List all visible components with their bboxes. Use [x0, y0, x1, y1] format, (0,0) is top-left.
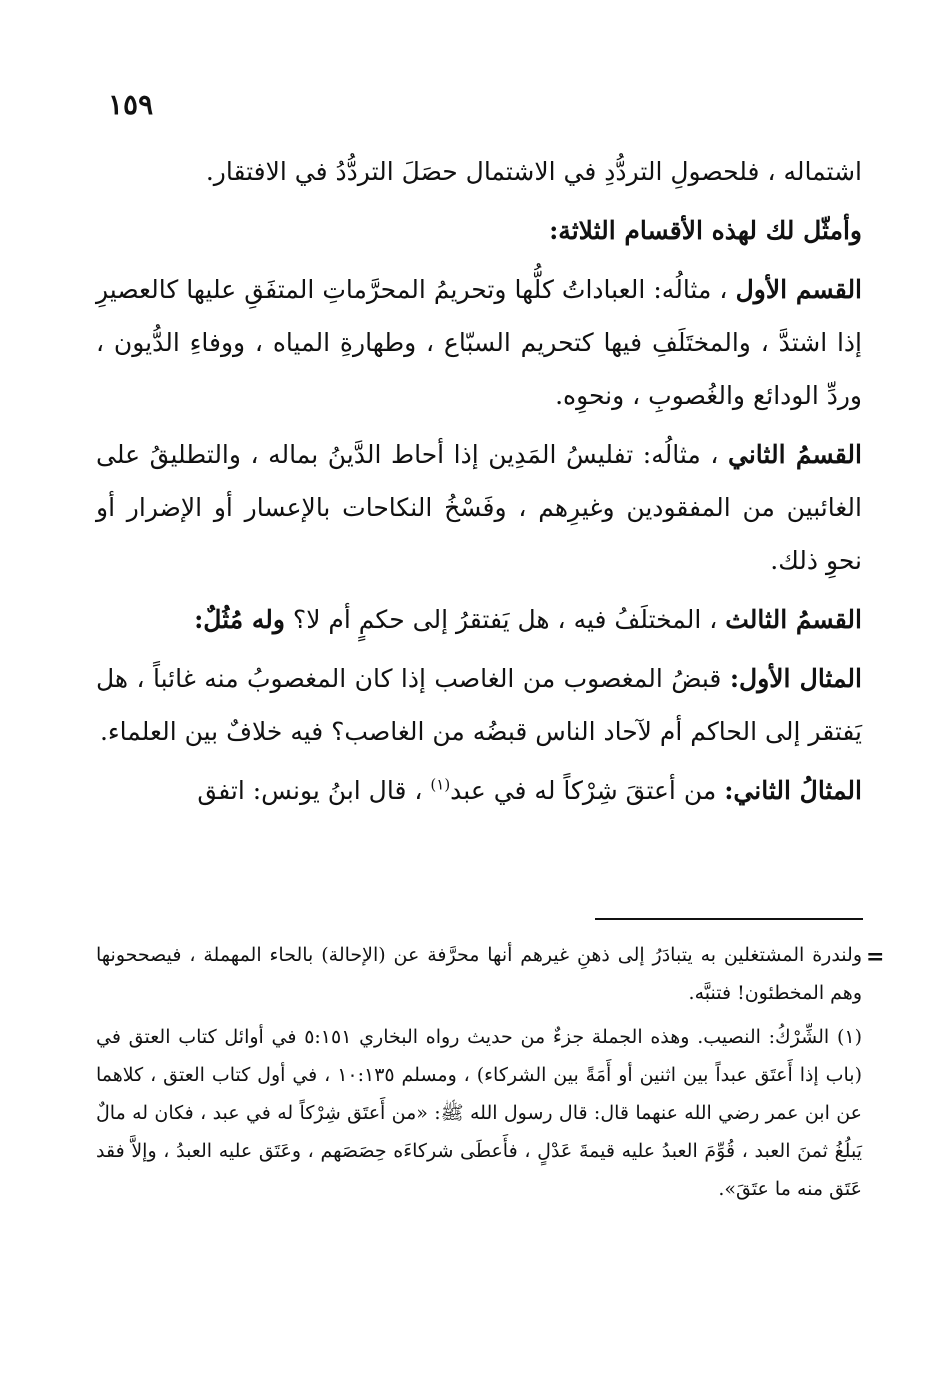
footnote-reference[interactable]: (١) — [430, 775, 451, 794]
first-section-title: القسم الأول — [735, 275, 863, 304]
second-section-title: القسمُ الثاني — [728, 440, 862, 469]
main-text — [96, 145, 862, 823]
footnote-1: (١) الشِّرْكُ: النصيب. وهذه الجملة جزءٌ من حديث رواه البخاري ٥:١٥١ في أوائل كتاب العتق في (باب إذا أَعتَق عبداً بين اثنين أو أَمَةً بين الشركاء) ، ومسلم ١٠:١٣٥ ، في أول كتاب العتق ، كلاهما عن ابن عمر رضي الله عنهما قال: قال رسول الله ﷺ: «من أَعتَق شِرْكاً له في عبد ، فكان له مالٌ يَبلُغُ ثمنَ العبد ، قُوِّمَ العبدُ عليه قيمةَ عَدْلٍ ، فأَعطَى شركاءَه حِصَصَهم ، وعَتَق عليه العبدُ ، وإلاَّ فقد عَتَق منه ما عتَقَ». — [96, 1026, 862, 1200]
third-section-tail: وله مُثُلٌ: — [194, 605, 285, 634]
second-example-body-b: ، قال ابنُ يونس: اتفق — [197, 776, 423, 805]
first-example-title: المثال الأول: — [729, 664, 862, 693]
first-example-body: قبضُ المغصوب من الغاصب إذا كان المغصوبُ منه غائباً ، هل يَفتقر إلى الحاكم أم لآحاد الناس قبضُه من الغاصب؟ فيه خلافٌ بين العلماء. — [96, 664, 862, 746]
paragraph-first-example — [96, 652, 862, 758]
first-section-body: ، مثالُه: العباداتُ كلُّها وتحريمُ المحرَّماتِ المتفَقِ عليها كالعصيرِ إذا اشتدَّ ، والمختَلَفِ فيها كتحريم السبّاع ، وطهارةِ المياه ، ووفاءِ الدُّيون ، وردِّ الودائع والغُصوبِ ، ونحوِه. — [96, 275, 862, 410]
paragraph-2-heading: وأمثّل لك لهذه الأقسام الثلاثة: — [549, 216, 862, 245]
paragraph-1: اشتماله ، فلحصولِ التردُّدِ في الاشتمال حصَلَ التردُّدُ في الافتقار. — [205, 157, 862, 186]
third-section-title: القسمُ الثالث — [725, 605, 862, 634]
second-example-body-a: من أعتقَ شِرْكاً له في عبد — [450, 776, 717, 805]
footnote-continuation: ولندرة المشتغلين به يتبادَرُ إلى ذهنِ غيرهم أنها محرَّفة عن (الإحالة) بالحاء المهملة ، فيصححونها وهم المخطئون! فتنبَّه. — [96, 944, 862, 1004]
footnotes — [96, 936, 862, 1214]
continuation-mark: = — [866, 944, 885, 970]
footnote-divider — [595, 918, 863, 920]
paragraph-second-example — [96, 764, 862, 817]
third-section-body: ، المختلَفُ فيه ، هل يَفتقرُ إلى حكمٍ أم لا؟ — [292, 605, 718, 634]
paragraph-third-section — [96, 593, 862, 646]
page-number: ١٥٩ — [108, 88, 154, 121]
paragraph-second-section — [96, 428, 862, 587]
paragraph-first-section — [96, 263, 862, 422]
second-section-body: ، مثالُه: تفليسُ المَدِين إذا أحاط الدَّينُ بماله ، والتطليقُ على الغائبين من المفقودين وغيرِهم ، وفَسْخُ النكاحات بالإعسار أو الإضرار أو نحوِ ذلك. — [96, 440, 862, 575]
second-example-title: المثالُ الثاني: — [724, 776, 862, 805]
